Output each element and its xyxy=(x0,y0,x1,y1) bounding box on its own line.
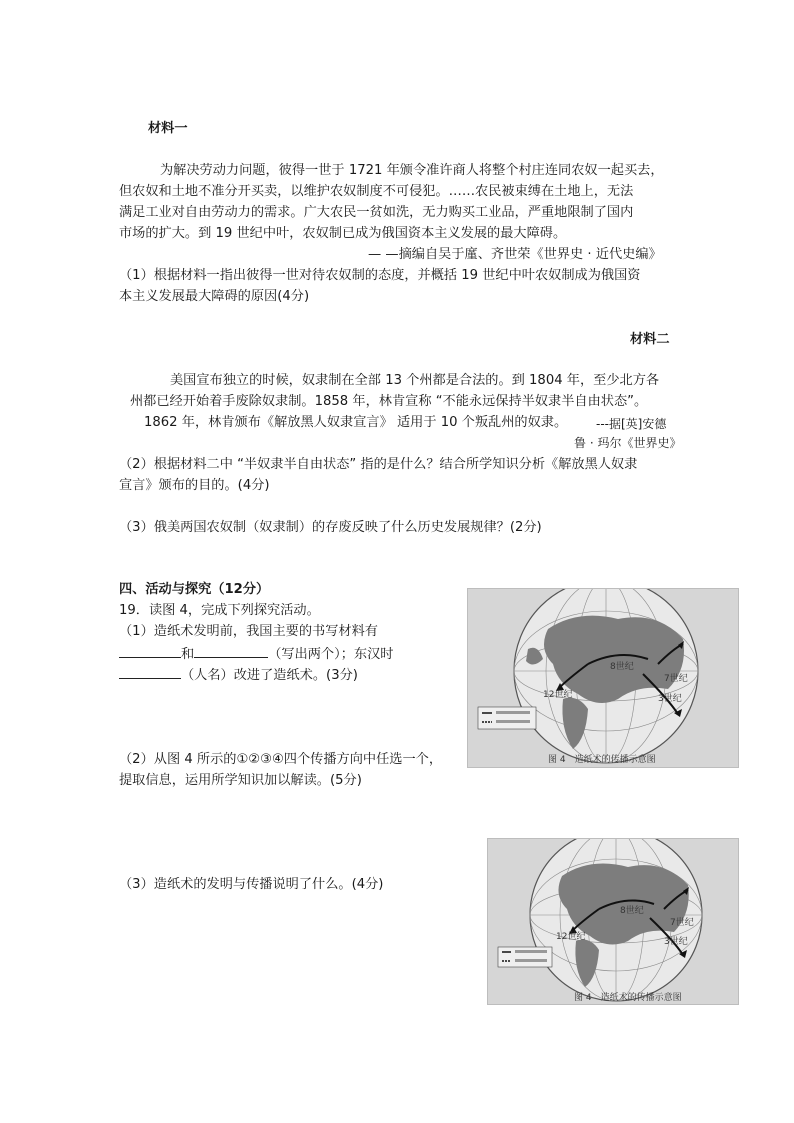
part-2-line: 提取信息，运用所学知识加以解读。(5分) xyxy=(119,773,362,788)
part-1-line: （1）造纸术发明前，我国主要的书写材料有 xyxy=(119,624,378,639)
map-label: 7世纪 xyxy=(670,918,694,928)
answer-blank[interactable] xyxy=(119,664,181,679)
material1-line: 满足工业对自由劳动力的需求。广大农民一贫如洗，无力购买工业品，严重地限制了国内 xyxy=(119,205,634,220)
material2-source: 鲁 · 玛尔《世界史》 xyxy=(574,436,682,450)
answer-blank[interactable] xyxy=(119,643,181,658)
map-label: 8世纪 xyxy=(610,662,634,672)
material2-heading: 材料二 xyxy=(630,332,670,347)
question-1-line: （1）根据材料一指出彼得一世对待农奴制的态度，并概括 19 世纪中叶农奴制成为俄国资 xyxy=(119,268,641,283)
question-3: （3）俄美两国农奴制（奴隶制）的存废反映了什么历史发展规律？(2分) xyxy=(119,520,542,535)
part-2-line: （2）从图 4 所示的①②③④四个传播方向中任选一个， xyxy=(119,752,443,767)
section-4-intro: 19．读图 4，完成下列探究活动。 xyxy=(119,603,320,618)
question-2-line: （2）根据材料二中 “半奴隶半自由状态” 指的是什么？结合所学知识分析《解放黑人奴隶 xyxy=(119,457,638,472)
part-1-line: 和 （写出两个）；东汉时 xyxy=(119,643,393,665)
map-label: 12世纪 xyxy=(556,932,586,942)
material2-source: ---据[英]安德 xyxy=(596,417,667,431)
section-4-title: 四、活动与探究（12分） xyxy=(119,582,270,597)
material2-line: 州都已经开始着手废除奴隶制。1858 年，林肯宣称 “不能永远保持半奴隶半自由状态”。 xyxy=(130,394,648,409)
material2-line: 美国宣布独立的时候，奴隶制在全部 13 个州都是合法的。到 1804 年，至少北方各 xyxy=(170,373,660,388)
answer-blank[interactable] xyxy=(194,643,268,658)
material1-heading: 材料一 xyxy=(148,121,188,136)
part-3: （3）造纸术的发明与传播说明了什么。(4分) xyxy=(119,877,384,892)
material1-line: 但农奴和土地不准分开买卖，以维护农奴制度不可侵犯。……农民被束缚在土地上，无法 xyxy=(119,184,634,199)
material1-line: 为解决劳动力问题，彼得一世于 1721 年颁令准许商人将整个村庄连同农奴一起买去， xyxy=(160,163,664,178)
map-label: 12世纪 xyxy=(543,690,573,700)
map-label: 3世纪 xyxy=(658,694,682,704)
question-1-line: 本主义发展最大障碍的原因(4分) xyxy=(119,289,310,304)
paper-spread-map-figure xyxy=(487,838,739,1005)
figure-caption: 图 4 造纸术的传播示意图 xyxy=(574,993,682,1003)
map-label: 7世纪 xyxy=(664,674,688,684)
paper-spread-map-figure xyxy=(467,588,739,768)
part-1-line: （人名）改进了造纸术。(3分) xyxy=(119,664,358,686)
material1-source: — —摘编自吴于廑、齐世荣《世界史 · 近代史编》 xyxy=(368,247,662,262)
figure-caption: 图 4 造纸术的传播示意图 xyxy=(548,755,656,765)
map-label: 3世纪 xyxy=(664,937,688,947)
globe-map-image xyxy=(488,839,738,1004)
material1-line: 市场的扩大。到 19 世纪中叶，农奴制已成为俄国资本主义发展的最大障碍。 xyxy=(119,226,567,241)
question-2-line: 宣言》颁布的目的。(4分) xyxy=(119,478,270,493)
globe-map-image xyxy=(468,589,738,767)
map-label: 8世纪 xyxy=(620,906,644,916)
material2-line: 1862 年，林肯颁布《解放黑人奴隶宣言》 适用于 10 个叛乱州的奴隶。 xyxy=(144,415,568,430)
